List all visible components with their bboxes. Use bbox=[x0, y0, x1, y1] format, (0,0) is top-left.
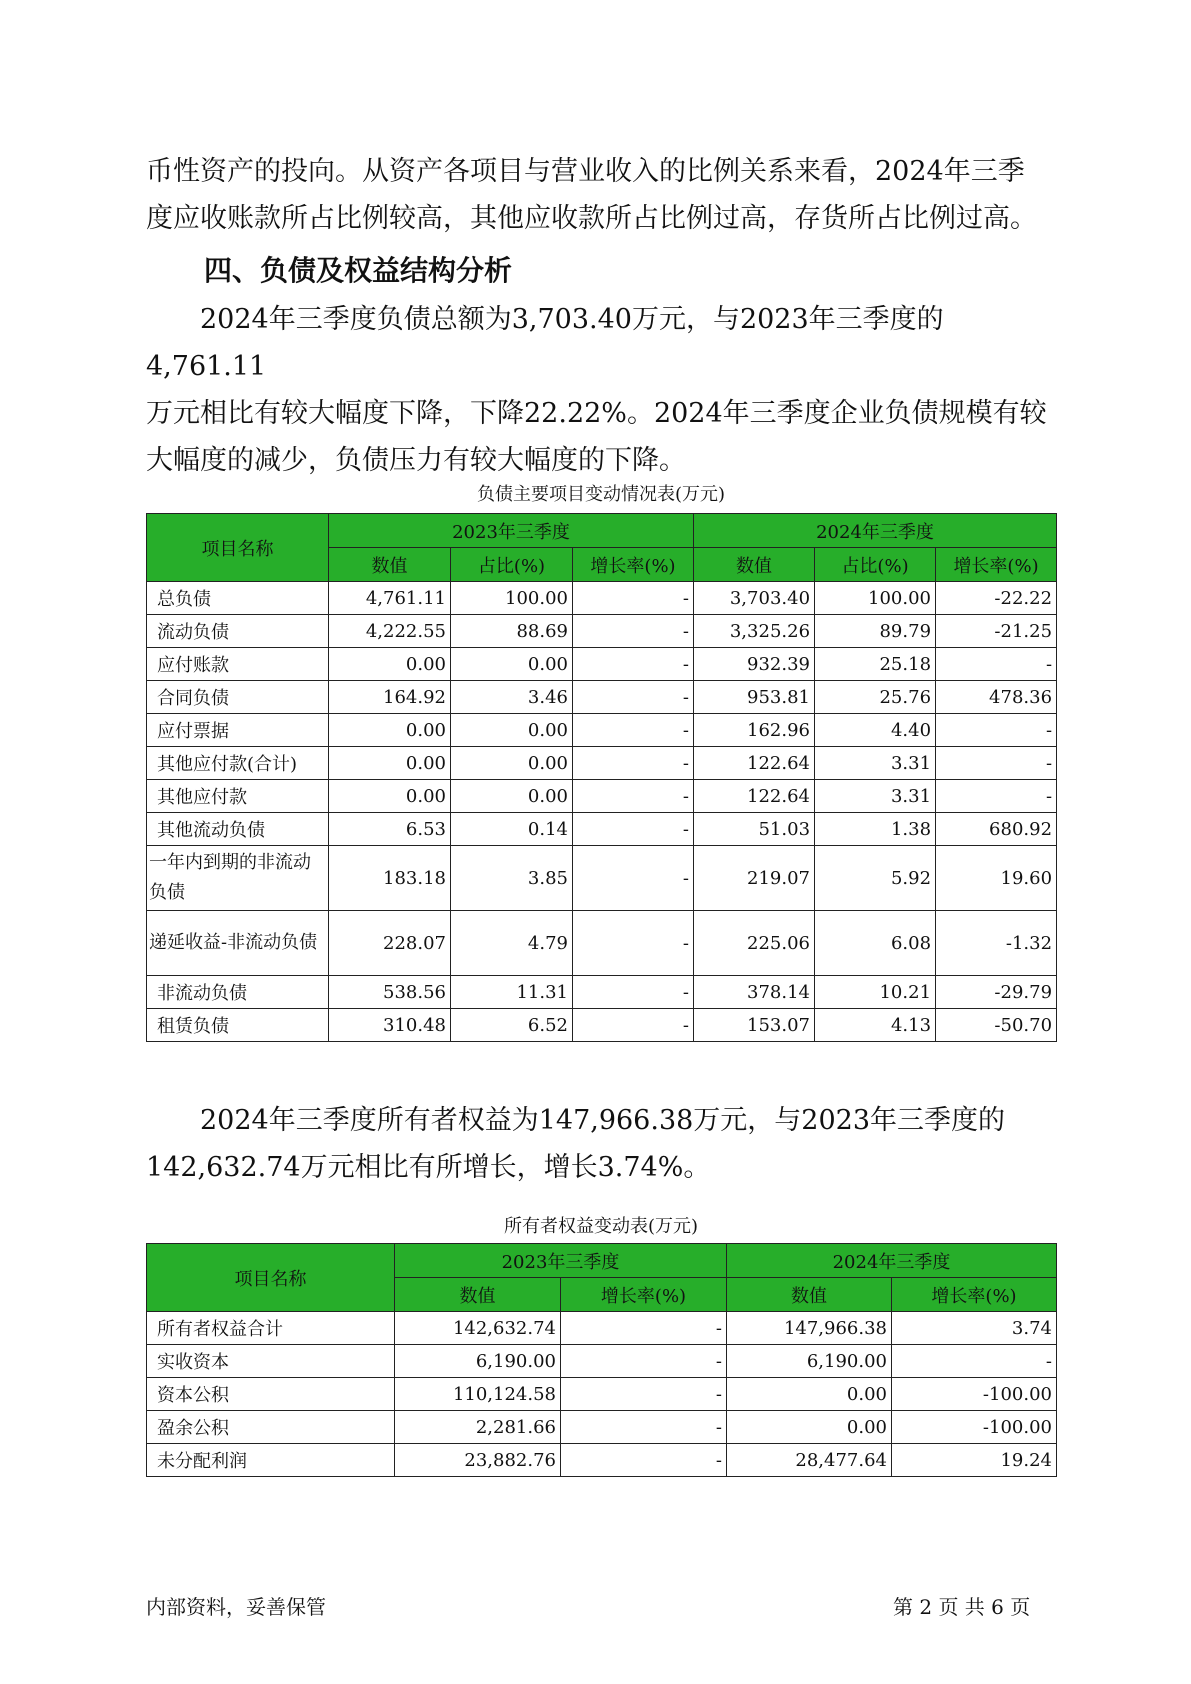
table-row bbox=[147, 911, 1057, 976]
table-row bbox=[147, 1411, 1057, 1444]
cell-g24: -1.32 bbox=[936, 911, 1057, 976]
cell-v23: 183.18 bbox=[329, 846, 451, 911]
cell-v23: 6,190.00 bbox=[395, 1345, 561, 1378]
equity-header-growth-2024: 增长率(%) bbox=[892, 1278, 1057, 1312]
table-row bbox=[147, 813, 1057, 846]
table-row bbox=[147, 1312, 1057, 1345]
intro-paragraph bbox=[146, 148, 1056, 242]
cell-v23: 6.53 bbox=[329, 813, 451, 846]
cell-s23: 0.00 bbox=[451, 780, 573, 813]
cell-g23: - bbox=[561, 1444, 727, 1477]
cell-v24: 122.64 bbox=[694, 747, 815, 780]
cell-s23: 0.00 bbox=[451, 747, 573, 780]
header-share-2024: 占比(%) bbox=[815, 548, 936, 582]
row-label: 其他应付款 bbox=[147, 780, 329, 813]
table-row bbox=[147, 615, 1057, 648]
cell-g23: - bbox=[573, 846, 694, 911]
table-row bbox=[147, 1009, 1057, 1042]
cell-s24: 3.31 bbox=[815, 747, 936, 780]
cell-s24: 10.21 bbox=[815, 976, 936, 1009]
equity-header-growth-2023: 增长率(%) bbox=[561, 1278, 727, 1312]
header-item-name: 项目名称 bbox=[147, 514, 329, 582]
cell-v24: 0.00 bbox=[727, 1411, 892, 1444]
row-label: 未分配利润 bbox=[147, 1444, 395, 1477]
cell-s24: 6.08 bbox=[815, 911, 936, 976]
equity-header-value-2023: 数值 bbox=[395, 1278, 561, 1312]
header-period-2024: 2024年三季度 bbox=[694, 514, 1057, 548]
cell-g24: - bbox=[936, 780, 1057, 813]
cell-g23: - bbox=[573, 780, 694, 813]
cell-g23: - bbox=[561, 1312, 727, 1345]
row-label: 递延收益-非流动负债 bbox=[147, 911, 329, 976]
row-label: 一年内到期的非流动负债 bbox=[147, 846, 329, 911]
cell-g23: - bbox=[561, 1345, 727, 1378]
equity-header-period-2023: 2023年三季度 bbox=[395, 1244, 727, 1278]
liability-table-caption: 负债主要项目变动情况表(万元) bbox=[476, 484, 726, 505]
cell-v24: 28,477.64 bbox=[727, 1444, 892, 1477]
cell-g24: 19.60 bbox=[936, 846, 1057, 911]
cell-v24: 3,703.40 bbox=[694, 582, 815, 615]
cell-s24: 5.92 bbox=[815, 846, 936, 911]
row-label: 实收资本 bbox=[147, 1345, 395, 1378]
header-value-2024: 数值 bbox=[694, 548, 815, 582]
cell-g24: -100.00 bbox=[892, 1378, 1057, 1411]
cell-v23: 0.00 bbox=[329, 747, 451, 780]
equity-paragraph bbox=[146, 1097, 1056, 1191]
row-label: 其他应付款(合计) bbox=[147, 747, 329, 780]
cell-v23: 164.92 bbox=[329, 681, 451, 714]
cell-v23: 4,761.11 bbox=[329, 582, 451, 615]
equity-table bbox=[146, 1243, 1057, 1477]
cell-s23: 0.14 bbox=[451, 813, 573, 846]
table-row bbox=[147, 1444, 1057, 1477]
header-value-2023: 数值 bbox=[329, 548, 451, 582]
cell-v24: 147,966.38 bbox=[727, 1312, 892, 1345]
cell-v24: 122.64 bbox=[694, 780, 815, 813]
equity-line-1: 2024年三季度所有者权益为147,966.38万元，与2023年三季度的 bbox=[200, 1105, 1006, 1136]
cell-s23: 4.79 bbox=[451, 911, 573, 976]
cell-v24: 3,325.26 bbox=[694, 615, 815, 648]
cell-g24: -21.25 bbox=[936, 615, 1057, 648]
cell-v23: 538.56 bbox=[329, 976, 451, 1009]
table-row bbox=[147, 747, 1057, 780]
row-label: 资本公积 bbox=[147, 1378, 395, 1411]
cell-g24: - bbox=[936, 714, 1057, 747]
footer-confidential-note: 内部资料，妥善保管 bbox=[146, 1595, 326, 1619]
liability-paragraph bbox=[146, 296, 1056, 484]
cell-s23: 88.69 bbox=[451, 615, 573, 648]
liability-table bbox=[146, 513, 1057, 1042]
cell-g23: - bbox=[561, 1378, 727, 1411]
cell-v23: 23,882.76 bbox=[395, 1444, 561, 1477]
section-heading: 四、负债及权益结构分析 bbox=[204, 254, 513, 287]
equity-line-2: 142,632.74万元相比有所增长，增长3.74%。 bbox=[146, 1152, 711, 1183]
cell-s23: 3.85 bbox=[451, 846, 573, 911]
intro-line-1: 币性资产的投向。从资产各项目与营业收入的比例关系来看，2024年三季 bbox=[146, 156, 1025, 187]
cell-v23: 2,281.66 bbox=[395, 1411, 561, 1444]
equity-header-period-2024: 2024年三季度 bbox=[727, 1244, 1057, 1278]
cell-s24: 25.18 bbox=[815, 648, 936, 681]
cell-g23: - bbox=[573, 813, 694, 846]
cell-s23: 6.52 bbox=[451, 1009, 573, 1042]
cell-s24: 1.38 bbox=[815, 813, 936, 846]
cell-g23: - bbox=[573, 747, 694, 780]
cell-v24: 219.07 bbox=[694, 846, 815, 911]
cell-v23: 4,222.55 bbox=[329, 615, 451, 648]
row-label: 其他流动负债 bbox=[147, 813, 329, 846]
header-share-2023: 占比(%) bbox=[451, 548, 573, 582]
cell-v23: 310.48 bbox=[329, 1009, 451, 1042]
cell-v24: 953.81 bbox=[694, 681, 815, 714]
table-row bbox=[147, 1378, 1057, 1411]
cell-g23: - bbox=[561, 1411, 727, 1444]
cell-v24: 153.07 bbox=[694, 1009, 815, 1042]
cell-s24: 4.40 bbox=[815, 714, 936, 747]
cell-v24: 51.03 bbox=[694, 813, 815, 846]
cell-s24: 100.00 bbox=[815, 582, 936, 615]
header-growth-2024: 增长率(%) bbox=[936, 548, 1057, 582]
equity-header-value-2024: 数值 bbox=[727, 1278, 892, 1312]
table-row bbox=[147, 681, 1057, 714]
cell-v23: 0.00 bbox=[329, 780, 451, 813]
cell-g23: - bbox=[573, 681, 694, 714]
row-label: 所有者权益合计 bbox=[147, 1312, 395, 1345]
cell-s23: 100.00 bbox=[451, 582, 573, 615]
cell-s23: 0.00 bbox=[451, 714, 573, 747]
cell-s24: 3.31 bbox=[815, 780, 936, 813]
cell-g23: - bbox=[573, 714, 694, 747]
cell-g24: -29.79 bbox=[936, 976, 1057, 1009]
row-label: 合同负债 bbox=[147, 681, 329, 714]
table-row bbox=[147, 976, 1057, 1009]
header-period-2023: 2023年三季度 bbox=[329, 514, 694, 548]
row-label: 流动负债 bbox=[147, 615, 329, 648]
cell-v24: 378.14 bbox=[694, 976, 815, 1009]
cell-g24: -50.70 bbox=[936, 1009, 1057, 1042]
cell-g24: - bbox=[936, 648, 1057, 681]
cell-g23: - bbox=[573, 615, 694, 648]
cell-g24: - bbox=[892, 1345, 1057, 1378]
cell-s23: 11.31 bbox=[451, 976, 573, 1009]
cell-v24: 0.00 bbox=[727, 1378, 892, 1411]
cell-v23: 0.00 bbox=[329, 648, 451, 681]
cell-g24: 19.24 bbox=[892, 1444, 1057, 1477]
row-label: 应付账款 bbox=[147, 648, 329, 681]
cell-s23: 3.46 bbox=[451, 681, 573, 714]
liability-line-2: 万元相比有较大幅度下降，下降22.22%。2024年三季度企业负债规模有较 bbox=[146, 398, 1047, 429]
footer-page-number: 第 2 页 共 6 页 bbox=[893, 1595, 1031, 1619]
cell-g23: - bbox=[573, 582, 694, 615]
cell-v23: 228.07 bbox=[329, 911, 451, 976]
cell-g24: -22.22 bbox=[936, 582, 1057, 615]
cell-g23: - bbox=[573, 648, 694, 681]
cell-g24: 3.74 bbox=[892, 1312, 1057, 1345]
table-row bbox=[147, 846, 1057, 911]
cell-g24: 478.36 bbox=[936, 681, 1057, 714]
cell-s24: 4.13 bbox=[815, 1009, 936, 1042]
cell-s24: 25.76 bbox=[815, 681, 936, 714]
cell-g24: -100.00 bbox=[892, 1411, 1057, 1444]
liability-line-3: 大幅度的减少，负债压力有较大幅度的下降。 bbox=[146, 445, 686, 476]
cell-v23: 110,124.58 bbox=[395, 1378, 561, 1411]
row-label: 总负债 bbox=[147, 582, 329, 615]
cell-g24: - bbox=[936, 747, 1057, 780]
header-growth-2023: 增长率(%) bbox=[573, 548, 694, 582]
row-label: 非流动负债 bbox=[147, 976, 329, 1009]
table-row bbox=[147, 780, 1057, 813]
cell-g23: - bbox=[573, 1009, 694, 1042]
row-label: 应付票据 bbox=[147, 714, 329, 747]
table-row bbox=[147, 1345, 1057, 1378]
cell-v24: 225.06 bbox=[694, 911, 815, 976]
cell-g24: 680.92 bbox=[936, 813, 1057, 846]
liability-line-1: 2024年三季度负债总额为3,703.40万元，与2023年三季度的4,761.11 bbox=[146, 304, 944, 382]
table-row bbox=[147, 714, 1057, 747]
table-row bbox=[147, 648, 1057, 681]
cell-g23: - bbox=[573, 911, 694, 976]
cell-v24: 6,190.00 bbox=[727, 1345, 892, 1378]
equity-table-caption: 所有者权益变动表(万元) bbox=[503, 1216, 699, 1237]
cell-g23: - bbox=[573, 976, 694, 1009]
cell-s24: 89.79 bbox=[815, 615, 936, 648]
row-label: 租赁负债 bbox=[147, 1009, 329, 1042]
cell-v24: 932.39 bbox=[694, 648, 815, 681]
row-label: 盈余公积 bbox=[147, 1411, 395, 1444]
equity-header-item-name: 项目名称 bbox=[147, 1244, 395, 1312]
cell-v24: 162.96 bbox=[694, 714, 815, 747]
cell-s23: 0.00 bbox=[451, 648, 573, 681]
table-row bbox=[147, 582, 1057, 615]
cell-v23: 0.00 bbox=[329, 714, 451, 747]
cell-v23: 142,632.74 bbox=[395, 1312, 561, 1345]
intro-line-2: 度应收账款所占比例较高，其他应收款所占比例过高，存货所占比例过高。 bbox=[146, 203, 1037, 234]
